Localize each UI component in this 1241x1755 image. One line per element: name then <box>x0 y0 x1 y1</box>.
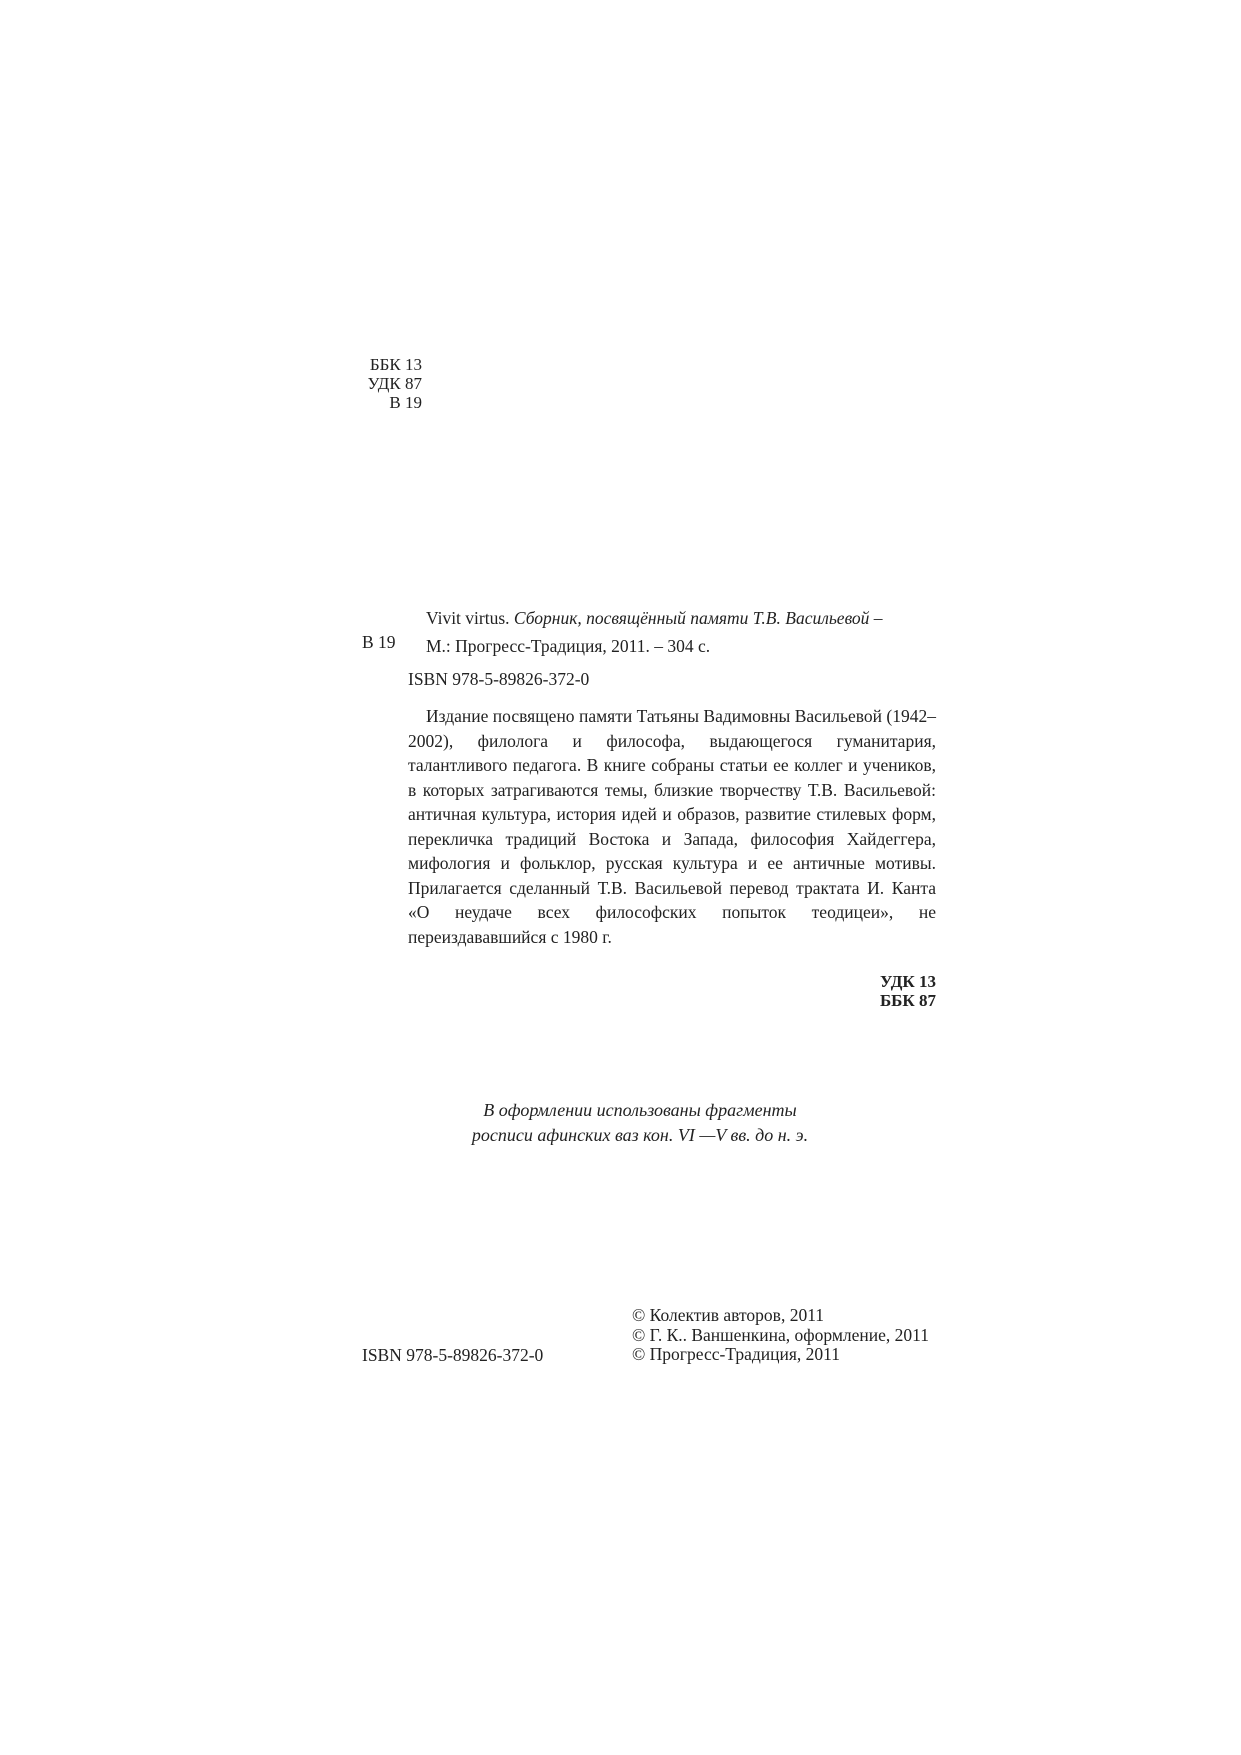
isbn-record: ISBN 978-5-89826-372-0 <box>408 669 590 689</box>
author-mark-code: В 19 <box>389 393 422 412</box>
copyright-publisher: © Прогресс-Традиция, 2011 <box>632 1344 840 1364</box>
design-note <box>420 1098 860 1148</box>
book-annotation: Издание посвящено памяти Татьяны Вадимовны Васильевой (1942–2002), филолога и философа, выдающегося гуманитария, талантливого педагога. В книге собраны статьи ее коллег и учеников, в которых затрагиваются темы, близкие творчеству Т.В. Васильевой: античная культура, история идей и образов, развитие стилевых форм, перекличка традиций Востока и Запада, философия Хайдеггера, мифология и фольклор, русская культура и ее античные мотивы. Прилагается сделанный Т.В. Васильевой перевод трактата И. Канта «О неудаче всех философских попыток теодицеи», не переиздававшийся с 1980 г. <box>408 706 936 947</box>
book-imprint: М.: Прогресс-Традиция, 2011. – 304 с. <box>426 636 711 656</box>
design-note-line-2: росписи афинских ваз кон. VI —V вв. до н. э. <box>471 1125 809 1145</box>
copyright-design: © Г. К.. Ваншенкина, оформление, 2011 <box>632 1324 930 1345</box>
classification-codes-bold <box>880 972 936 1010</box>
udk-code: УДК 87 <box>367 374 422 393</box>
copyright-authors: © Колектив авторов, 2011 <box>632 1305 825 1325</box>
udk-code-bold: УДК 13 <box>879 972 936 991</box>
bbk-code: ББК 13 <box>369 355 422 374</box>
copyright-notices <box>632 1306 929 1365</box>
book-title-line <box>426 604 936 632</box>
footer-isbn: ISBN 978-5-89826-372-0 <box>362 1345 544 1365</box>
bibliographic-author-mark: В 19 <box>362 632 396 652</box>
classification-codes <box>362 355 422 412</box>
bibliographic-record <box>426 604 936 660</box>
book-title: Vivit virtus. <box>426 608 510 628</box>
bbk-code-bold: ББК 87 <box>879 991 936 1010</box>
design-note-line-1: В оформлении использованы фрагменты <box>483 1100 797 1120</box>
book-subtitle: Сборник, посвящённый памяти Т.В. Васильевой – <box>513 608 883 628</box>
